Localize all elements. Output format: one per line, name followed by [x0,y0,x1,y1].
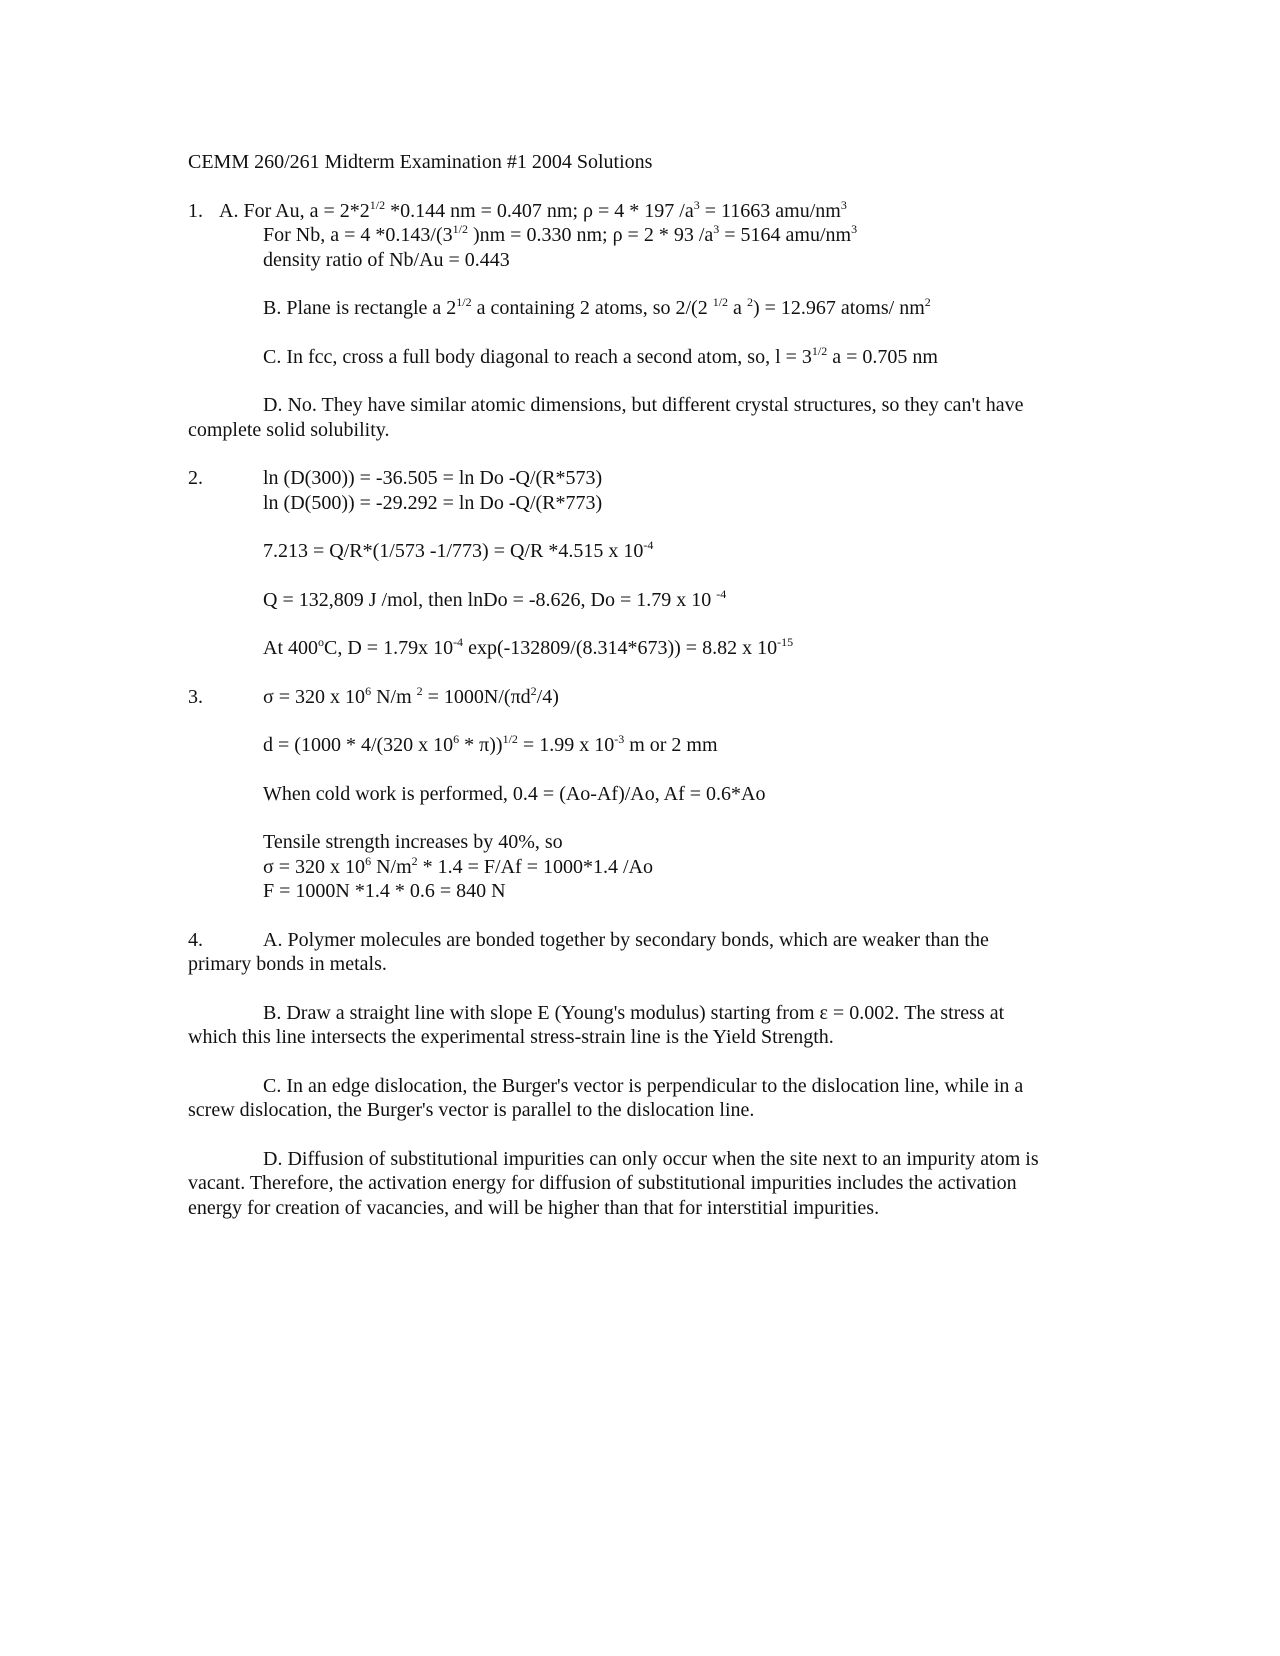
q4-d-rest-line2: energy for creation of vacancies, and will be higher than that for interstitial impurities. [188,1196,880,1219]
q1-c-text2: a = 0.705 nm [827,345,938,368]
q1-a-au-line [188,199,1088,224]
q1-a-nb-sup3: 3 [851,222,858,236]
q3-l5-sup2: 2 [411,853,418,868]
q1-c-text1: C. In fcc, cross a full body diagonal to reach a second atom, so, l = 3 [263,345,812,368]
q3-line5 [188,855,1088,880]
q4-b-rest-line: which this line intersects the experimental stress-strain line is the Yield Strength. [188,1026,834,1048]
q2-l5-sup1: o [318,635,324,649]
q1-a-au-text1: A. For Au, a = 2*2 [219,199,370,222]
q2-number: 2. [188,467,203,489]
q1-b-sup4: 2 [924,295,931,309]
q3-l1-text2: N/m [371,685,417,708]
q3-l2-sup3: -3 [614,732,625,746]
q4-a-first-line [188,928,1088,953]
q1-c-line [188,345,1088,370]
q1-b-text2: a containing 2 atoms, so 2/(2 [471,297,713,319]
q2-l3-sup: -4 [643,538,654,552]
q1-a-au-sup1: 1/2 [369,197,386,212]
q3-l5-text3: * 1.4 = F/Af = 1000*1.4 /Ao [417,855,653,878]
q1-a-ratio-line: density ratio of Nb/Au = 0.443 [263,248,510,271]
q1-b-text3: a [728,297,747,319]
q1-a-nb-text2: )nm = 0.330 nm; ρ = 2 * 93 /a [467,224,714,246]
q1-b-text1: B. Plane is rectangle a 2 [263,297,457,319]
q4-a-first-text: A. Polymer molecules are bonded together by secondary bonds, which are weaker than the [263,928,989,951]
q1-a-au-sup3: 3 [840,197,847,212]
q2-line2: ln (D(500)) = -29.292 = ln Do -Q/(R*773) [263,491,603,514]
q1-d-first-line: D. No. They have similar atomic dimensions, but different crystal structures, so they can't have [263,394,1024,416]
q4-a-rest-line: primary bonds in metals. [188,953,387,975]
q1-a-nb-text1: For Nb, a = 4 *0.143/(3 [263,224,453,246]
q3-l1-text1: σ = 320 x 10 [263,685,366,708]
q3-l2-text3: = 1.99 x 10 [517,734,615,756]
q2-l4-text: Q = 132,809 J /mol, then lnDo = -8.626, Do = 1.79 x 10 [263,588,717,611]
q2-l5-text1: At 400 [263,637,318,659]
q4-d-rest-line1: vacant. Therefore, the activation energy for diffusion of substitutional impurities includes the activation [188,1172,1017,1194]
q3-l1-sup3: 2 [530,683,537,698]
q3-l5-sup1: 6 [365,853,372,868]
q4-number: 4. [188,928,203,951]
document-title: CEMM 260/261 Midterm Examination #1 2004 Solutions [188,151,653,173]
q3-l1-text4: /4) [536,685,559,708]
q1-d-rest-line: complete solid solubility. [188,418,390,441]
q3-l1-text3: = 1000N/(πd [422,685,531,708]
q3-l2-text4: m or 2 mm [624,734,718,756]
q3-line6: F = 1000N *1.4 * 0.6 = 840 N [263,880,506,902]
q1-a-nb-sup1: 1/2 [452,222,468,236]
q2-text1: ln (D(300)) = -36.505 = ln Do -Q/(R*573) [263,467,603,489]
q3-line4: Tensile strength increases by 40%, so [263,831,563,853]
q1-a-au-text3: = 11663 amu/nm [699,199,841,222]
q1-a-nb-text3: = 5164 amu/nm [719,224,852,246]
q2-line4 [188,588,1088,613]
q1-a-au-sup2: 3 [693,197,700,212]
q3-l2-sup1: 6 [453,732,460,746]
q3-l1-sup1: 6 [365,683,372,698]
q2-l4-sup: -4 [716,586,727,601]
q1-a-nb-sup2: 3 [713,222,720,236]
q3-l2-text2: * π)) [459,734,503,756]
q2-l5-text3: exp(-132809/(8.314*673)) = 8.82 x 10 [463,637,778,659]
q4-b-first-line: B. Draw a straight line with slope E (Young's modulus) starting from ε = 0.002. The stress at [263,1001,1005,1024]
q1-b-sup3: 2 [746,295,753,309]
q2-l5-text2: C, D = 1.79x 10 [324,637,454,659]
q3-l1-sup2: 2 [416,683,423,698]
q3-l5-text2: N/m [371,855,412,878]
q4-d-first-line: D. Diffusion of substitutional impurities can only occur when the site next to an impurity atom is [263,1147,1039,1170]
q3-line1 [188,685,1088,710]
q1-b-sup2: 1/2 [712,295,729,309]
q2-line5 [188,636,1088,661]
q1-a-nb-line [188,223,1088,248]
q1-number: 1. [188,199,203,222]
q3-line2 [188,733,1088,758]
q1-a-au-text2: *0.144 nm = 0.407 nm; ρ = 4 * 197 /a [385,199,694,222]
q2-line3 [188,539,1088,564]
q1-b-sup1: 1/2 [456,295,472,309]
document-body [188,150,1088,1220]
q3-number: 3. [188,685,203,708]
q3-line3: When cold work is performed, 0.4 = (Ao-Af)/Ao, Af = 0.6*Ao [263,782,766,805]
q2-l5-sup2: -4 [453,635,464,649]
q3-l2-text1: d = (1000 * 4/(320 x 10 [263,734,454,756]
q2-l5-sup3: -15 [777,635,794,649]
q2-l3-text: 7.213 = Q/R*(1/573 -1/773) = Q/R *4.515 x 10 [263,540,644,562]
q3-l2-sup2: 1/2 [502,732,518,746]
q4-c-rest-line: screw dislocation, the Burger's vector is parallel to the dislocation line. [188,1099,755,1121]
q1-b-text4: ) = 12.967 atoms/ nm [752,297,925,319]
q2-line1 [188,466,1088,491]
q3-l5-text1: σ = 320 x 10 [263,855,366,878]
q1-c-sup1: 1/2 [811,343,828,358]
q1-b-line [188,296,1088,321]
q4-c-first-line: C. In an edge dislocation, the Burger's vector is perpendicular to the dislocation line, while in a [263,1074,1024,1097]
